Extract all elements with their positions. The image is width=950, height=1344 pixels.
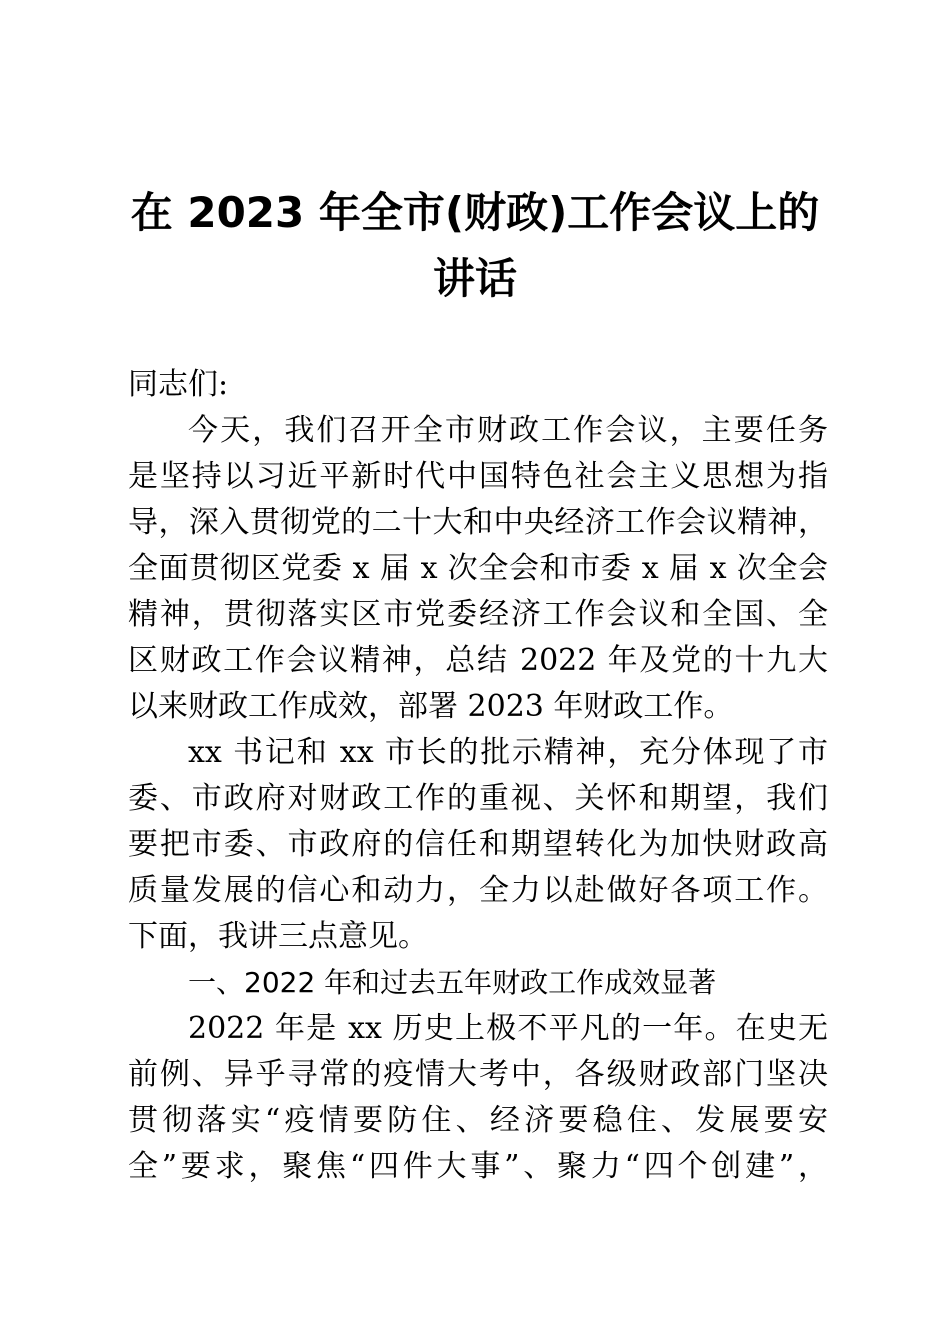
paragraph-2-line: 委、市政府对财政工作的重视、关怀和期望，我们 (128, 781, 828, 816)
title-line-2: 讲话 (432, 254, 517, 303)
paragraph-1-line: 今天，我们召开全市财政工作会议，主要任务 (188, 413, 828, 448)
paragraph-2-line: 下面，我讲三点意见。 (128, 919, 428, 954)
paragraph-3-line: 2022 年是 xx 历史上极不平凡的一年。在史无 (188, 1011, 828, 1046)
paragraph-2-line: 要把市委、市政府的信任和期望转化为加快财政高 (128, 827, 828, 862)
paragraph-1-line: 导，深入贯彻党的二十大和中央经济工作会议精神， (128, 505, 828, 540)
paragraph-3-line: 前例、异乎寻常的疫情大考中，各级财政部门坚决 (128, 1057, 828, 1092)
document-body (128, 362, 828, 1190)
paragraph-1-line: 区财政工作会议精神，总结 2022 年及党的十九大 (128, 643, 828, 678)
section-heading-1: 一、2022 年和过去五年财政工作成效显著 (188, 966, 717, 999)
paragraph-1-line: 全面贯彻区党委 x 届 x 次全会和市委 x 届 x 次全会 (128, 551, 828, 586)
paragraph-2-line: xx 书记和 xx 市长的批示精神，充分体现了市 (188, 735, 828, 770)
paragraph-3-line: 全”要求，聚焦“四件大事”、聚力“四个创建”， (128, 1149, 828, 1184)
paragraph-1-line: 是坚持以习近平新时代中国特色社会主义思想为指 (128, 459, 828, 494)
paragraph-1-line: 精神，贯彻落实区市党委经济工作会议和全国、全 (128, 597, 828, 632)
document-title (100, 180, 850, 312)
title-line-1: 在 2023 年全市(财政)工作会议上的 (130, 188, 820, 237)
greeting: 同志们: (128, 367, 229, 402)
paragraph-3-line: 贯彻落实“疫情要防住、经济要稳住、发展要安 (128, 1103, 828, 1138)
paragraph-1-line: 以来财政工作成效，部署 2023 年财政工作。 (128, 689, 734, 724)
paragraph-2-line: 质量发展的信心和动力，全力以赴做好各项工作。 (128, 873, 828, 908)
